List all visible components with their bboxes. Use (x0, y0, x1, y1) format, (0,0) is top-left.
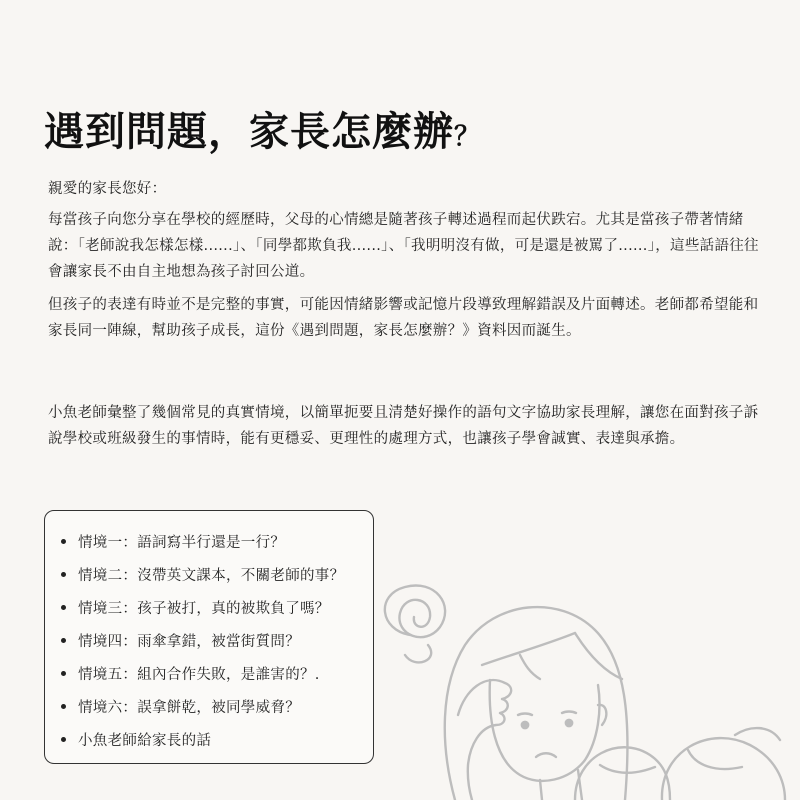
mother-face (490, 680, 600, 781)
bullet-icon (61, 704, 66, 709)
bullet-icon (61, 539, 66, 544)
table-of-contents (44, 510, 374, 764)
toc-item-scenario-4[interactable] (55, 624, 373, 657)
toc-item-scenario-5[interactable] (55, 657, 373, 690)
toc-item-scenario-3[interactable] (55, 591, 373, 624)
page-title-text: 遇到問題，家長怎麼辦 (44, 109, 454, 155)
bullet-icon (61, 605, 66, 610)
greeting: 親愛的家長您好： (48, 181, 167, 197)
toc-item-label: 情境五：組內合作失敗，是誰害的？. (78, 667, 320, 683)
bullet-icon (61, 572, 66, 577)
toc-item-scenario-2[interactable] (55, 558, 373, 591)
intro-paragraph-3: 小魚老師彙整了幾個常見的真實情境，以簡單扼要且清楚好操作的語句文字協助家長理解，讓您在面對孩子訴說學校或班級發生的事情時，能有更穩妥、更理性的處理方式，也讓孩子學會誠實、表達與承擔。 (48, 405, 759, 447)
worry-scribble-icon (385, 586, 445, 663)
toc-item-label: 情境一：語詞寫半行還是一行？ (78, 535, 286, 551)
intro-paragraph-1: 每當孩子向您分享在學校的經歷時，父母的心情總是隨著孩子轉述過程而起伏跌宕。尤其是當孩子帶著情緒說：「老師說我怎樣怎樣......」、「同學都欺負我......」、「我明明沒有做，可是還是被罵了......」，這些話語往往會讓家長不由自主地想為孩子討回公道。 (48, 212, 759, 280)
toc-item-label: 情境六：誤拿餅乾，被同學威脅？ (78, 700, 300, 716)
bullet-icon (61, 737, 66, 742)
mother-hand (458, 680, 511, 800)
toc-item-label: 情境四：雨傘拿錯，被當街質問？ (78, 634, 300, 650)
intro-paragraph-2: 但孩子的表達有時並不是完整的事實，可能因情緒影響或記憶片段導致理解錯誤及片面轉述。老師都希望能和家長同一陣線，幫助孩子成長，這份《遇到問題，家長怎麼辦？》資料因而誕生。 (48, 297, 759, 339)
toc-item-scenario-6[interactable] (55, 690, 373, 723)
toc-item-label: 情境二：沒帶英文課本，不關老師的事？ (78, 568, 345, 584)
toc-item-scenario-1[interactable] (55, 525, 373, 558)
toc-item-label: 情境三：孩子被打，真的被欺負了嗎？ (78, 601, 330, 617)
page-title-question-mark: ？ (454, 122, 482, 152)
toc-list (55, 525, 373, 756)
bullet-icon (61, 671, 66, 676)
page-title (44, 100, 481, 157)
toc-item-label: 小魚老師給家長的話 (78, 733, 212, 749)
worried-parent-illustration (370, 575, 800, 800)
toc-item-teacher-message[interactable] (55, 723, 373, 756)
bullet-icon (61, 638, 66, 643)
